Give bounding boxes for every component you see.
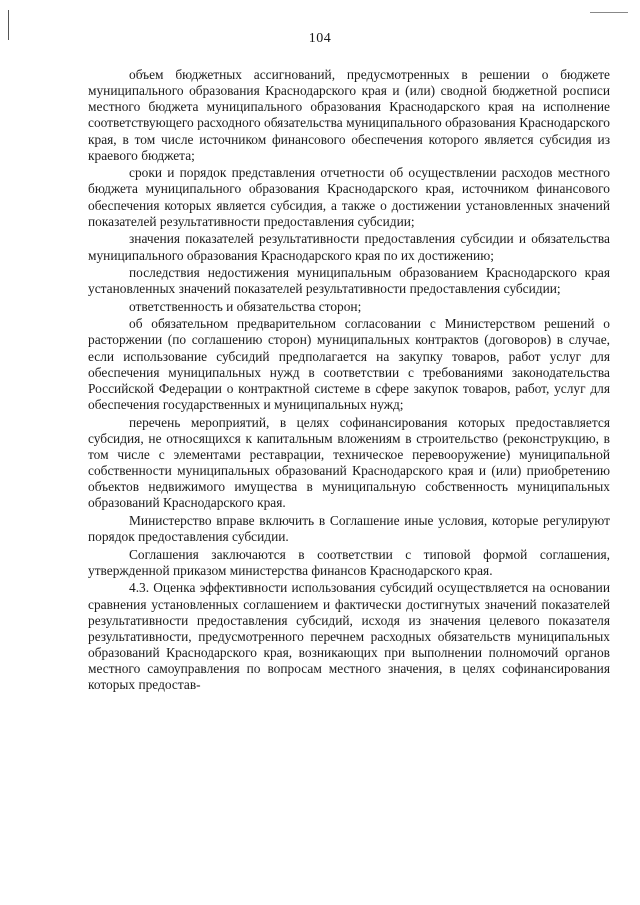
paragraph-reporting-terms: сроки и порядок представления отчетности об осуществлении расходов местного бюджета муниципального образования Краснодарского края, источником финансового обеспечения которых является субсидия, а также о достижении установленных значений показателей результативности предоставления субсидии; — [88, 165, 610, 229]
paragraph-indicator-values: значения показателей результативности предоставления субсидии и обязательства муниципального образования Краснодарского края по их достижению; — [88, 231, 610, 263]
paragraph-budget-allocations: объем бюджетных ассигнований, предусмотренных в решении о бюджете муниципального образования Краснодарского края и (или) сводной бюджетной росписи местного бюджета муниципального образования Краснодарского края на исполнение соответствующего расходного обязательства муниципального образования Краснодарского края, в том числе источником финансового обеспечения которого является субсидия из краевого бюджета; — [88, 67, 610, 163]
paragraph-section-4-3: 4.3. Оценка эффективности использования субсидий осуществляется на основании сравнения установленных соглашением и фактически достигнутых значений показателей результативности предоставления субсидий, исходя из значения целевого показателя результативности, предусмотренного перечнем расходных обязательств муниципальных образований Краснодарского края, возникающих при выполнении полномочий органов местного самоуправления по вопросам местного значения, в целях софинансирования которых предостав- — [88, 580, 610, 693]
scan-edge-mark-top — [590, 12, 628, 13]
document-body — [88, 67, 610, 693]
paragraph-ministry-conditions: Министерство вправе включить в Соглашение иные условия, которые регулируют порядок предоставления субсидии. — [88, 512, 610, 545]
paragraph-responsibility: ответственность и обязательства сторон; — [129, 298, 362, 314]
paragraph-activities-list: перечень мероприятий, в целях софинансирования которых предоставляется субсидия, не относящихся к капитальным вложениям в строительство (реконструкцию, в том числе с элементами реставрации, техническое перевооружение) муниципальной собственности муниципальных образований Краснодарского края и (или) приобретению объектов недвижимого имущества в муниципальную собственность муниципальных образований Краснодарского края. — [88, 414, 610, 511]
paragraph-non-achievement-consequences: последствия недостижения муниципальным образованием Краснодарского края установленных значений показателей результативности предоставления субсидии; — [88, 265, 610, 297]
page-number: 104 — [308, 31, 332, 46]
paragraph-standard-form: Соглашения заключаются в соответствии с типовой формой соглашения, утвержденной приказом министерства финансов Краснодарского края. — [88, 546, 610, 578]
paragraph-contract-termination: об обязательном предварительном согласовании с Министерством решений о расторжении (по соглашению сторон) муниципальных контрактов (договоров) в случае, если использование субсидий предполагается на закупку товаров, работ услуг для обеспечения муниципальных нужд в соответствии с требованиями законодательства Российской Федерации о контрактной системе в сфере закупок товаров, работ, услуг для обеспечения государственных и муниципальных нужд; — [88, 316, 610, 413]
